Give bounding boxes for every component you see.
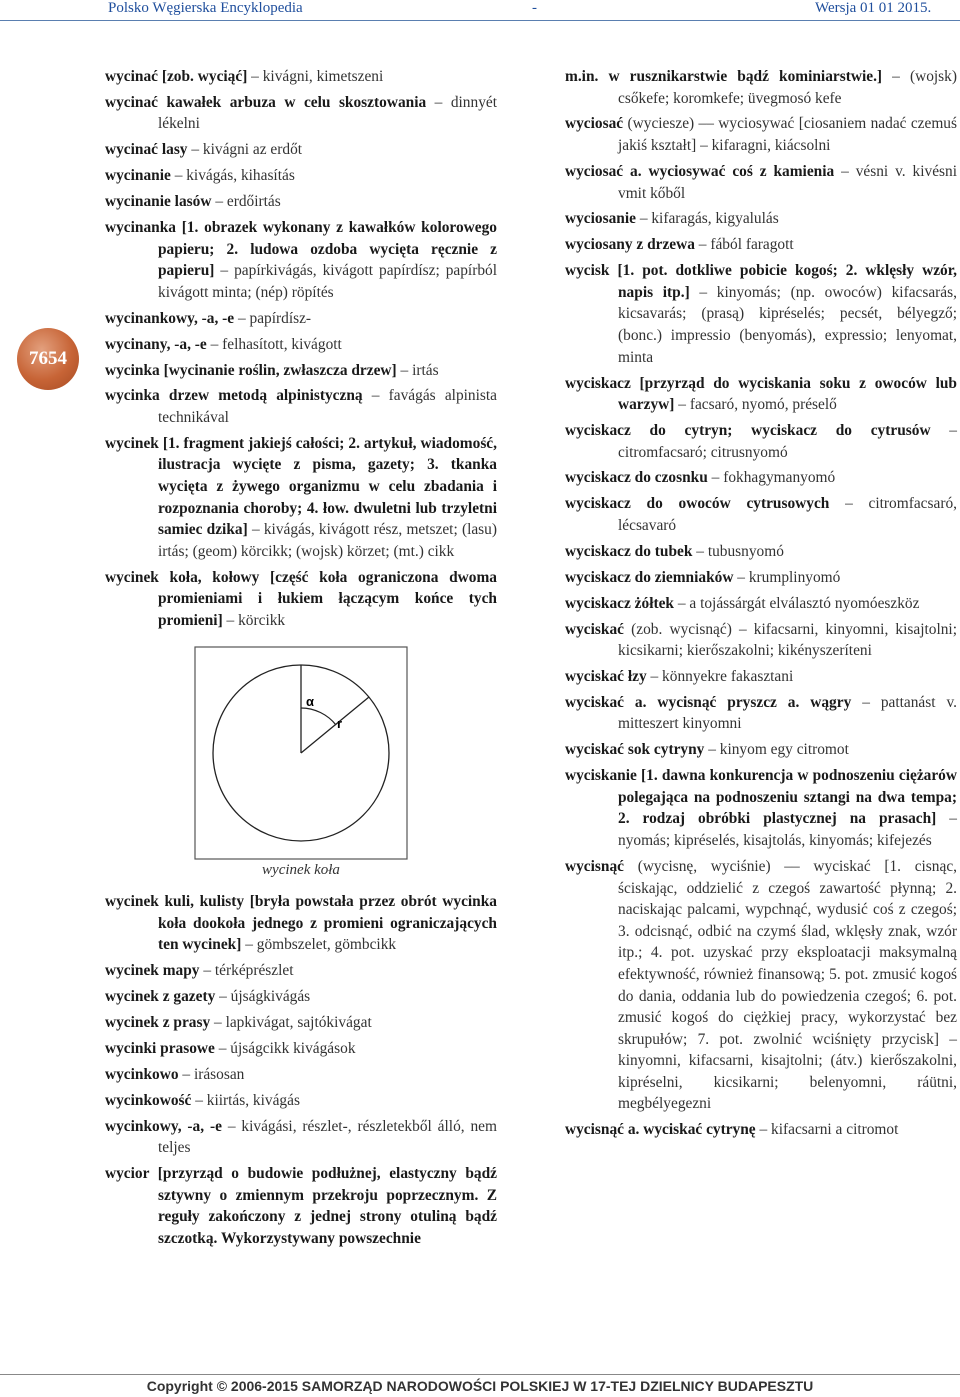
dictionary-entry xyxy=(565,208,957,230)
entry-translation: – tubusnyomó xyxy=(692,542,784,560)
entry-headword: wycinkowy, -a, -e xyxy=(105,1117,222,1135)
entry-translation: – kivágási, részlet-, részletekből álló, nem teljes xyxy=(158,1117,497,1157)
figure-circle-sector xyxy=(105,646,497,882)
dictionary-entry xyxy=(105,66,497,88)
entry-translation: – fából faragott xyxy=(694,236,794,254)
dictionary-entry xyxy=(565,739,957,761)
entry-headword: wycinek kuli, kulisty [bryła powstała przez obrót wycinka koła dookoła jednego z promieni ograniczających ten wycinek] xyxy=(105,893,497,954)
entry-headword: wyciskacz do tubek xyxy=(565,542,693,560)
entry-headword: wycinać kawałek arbuza w celu skosztowania xyxy=(105,93,427,111)
radius-label: r xyxy=(337,715,343,731)
dictionary-entry xyxy=(105,960,497,982)
entry-translation: – irtás xyxy=(396,361,439,379)
left-column xyxy=(105,66,497,1249)
dictionary-entry xyxy=(105,92,497,135)
entry-headword: wyciosanie xyxy=(565,210,636,228)
entry-translation: – körcikk xyxy=(222,611,286,629)
dictionary-entry xyxy=(565,493,957,536)
entry-translation: – vésni v. kivésni vmit kőből xyxy=(618,162,957,202)
dictionary-entry xyxy=(565,856,957,1115)
dictionary-entry xyxy=(105,334,497,356)
entries-right xyxy=(565,66,957,1141)
entry-translation: – felhasított, kivágott xyxy=(206,335,342,353)
entry-translation: (wyciesze) –– wyciosywać [ciosaniem nadać czemuś jakiś kształt] – kifaragni, kiácsolni xyxy=(618,115,957,155)
dictionary-entry xyxy=(565,541,957,563)
entry-translation: – kivágni, kimetszeni xyxy=(247,68,384,85)
entry-translation: – citromfacsaró, lécsavaró xyxy=(618,495,957,534)
entry-headword: wycinek z gazety xyxy=(105,988,216,1006)
dictionary-entry xyxy=(105,986,497,1008)
encyclopedia-title: Polsko Węgierska Encyklopedia xyxy=(108,0,303,16)
entry-translation: – nyomás; kipréselés, kisajtolás, kinyomás; kifejezés xyxy=(618,810,958,850)
entry-headword: wycinek z prasy xyxy=(105,1013,211,1031)
dictionary-entry xyxy=(565,234,957,256)
dictionary-entry xyxy=(565,420,957,463)
entry-headword: m.in. w rusznikarstwie bądź kominiarstwie.] xyxy=(565,68,883,85)
entry-headword: wyciskanie [1. dawna konkurencja w podnoszeniu ciężarów polegająca na podnoszeniu sztangi na dwa tempa; 2. rodzaj obróbki plastycznej na prasach] xyxy=(565,767,957,828)
dictionary-entry xyxy=(105,567,497,632)
entry-headword: wyciskacz do czosnku xyxy=(565,469,708,487)
dictionary-entry xyxy=(105,217,497,303)
dictionary-entry xyxy=(565,593,957,615)
entry-translation: (wycisnę, wyciśnie) –– wyciskać [1. cisnąc, ściskając, oddzielić z czegoś zawartość płynną; 2. naciskając palcami, wypchnąć, wydusić coś z czegoś; 3. odcisnąć, odbić na czymś ślad, wklęsły znak, wzór itp.; 4. pot. uzyskać przy eksploatacji maksymalną efektywność, również finansową; 5. pot. zmusić kogoś do dania, oddania lub do powiedzenia czegoś; 6. pot. zmusić kogoś do ciężkiej pracy, wykorzystać bez skrupułów; 7. pot. zwolnić wciśnięty przycisk] – kinyomni, kifacsarni, kisajtolni; (átv.) kierőszakolni, kipréselni, kicsikarni; belenyomni, ráütni, megbélyegezni xyxy=(618,857,957,1113)
entry-headword: wycinankowy, -a, -e xyxy=(105,309,235,327)
entry-translation: – citromfacsaró; citrusnyomó xyxy=(618,421,957,461)
page-header xyxy=(0,0,960,21)
entry-translation: – lapkivágat, sajtókivágat xyxy=(210,1013,372,1031)
entry-headword: wycinać [zob. wyciąć] xyxy=(105,68,248,85)
dictionary-entry xyxy=(565,765,957,851)
entry-translation: – kifacsarni a citromot xyxy=(755,1121,899,1139)
entry-translation: – kiirtás, kivágás xyxy=(191,1091,300,1109)
entry-translation: – facsaró, nyomó, préselő xyxy=(674,396,837,414)
entry-headword: wycinka drzew metodą alpinistyczną xyxy=(105,387,363,405)
entry-headword: wycisnąć xyxy=(565,857,624,875)
dictionary-entry xyxy=(565,161,957,204)
dictionary-entry xyxy=(565,567,957,589)
entry-headword: wycisk [1. pot. dotkliwe pobicie kogoś; 2. wklęsły wzór, napis itp.] xyxy=(565,262,957,301)
dictionary-entry xyxy=(565,467,957,489)
entry-headword: wyciskać sok cytryny xyxy=(565,741,705,759)
figure-caption: wycinek koła xyxy=(262,861,340,878)
entry-translation: – a tojássárgát elválasztó nyomóeszköz xyxy=(674,594,920,612)
dictionary-entry xyxy=(565,373,957,416)
entry-headword: wycinek koła, kołowy [część koła ograniczona dwoma promieniami i łukiem łączącym końce tych promieni] xyxy=(105,568,497,629)
entries-after-figure xyxy=(105,891,497,1249)
dictionary-entry xyxy=(105,360,497,382)
entry-headword: wycinany, -a, -e xyxy=(105,335,207,353)
dictionary-entry xyxy=(105,165,497,187)
entry-translation: – újságkivágás xyxy=(215,988,311,1006)
entry-headword: wycinka [wycinanie roślin, zwłaszcza drzew] xyxy=(105,361,397,379)
entry-translation: – kinyom egy citromot xyxy=(704,741,849,759)
dictionary-entry xyxy=(105,1090,497,1112)
entries-before-figure xyxy=(105,66,497,632)
entry-headword: wycinanie lasów xyxy=(105,193,212,211)
entry-translation: – gömbszelet, gömbcikk xyxy=(241,936,397,954)
entry-headword: wycinek mapy xyxy=(105,962,200,980)
entry-translation: (zob. wycisnąć) – kifacsarni, kinyomni, kisajtolni; kicsikarni; kierőszakolni; kikényszeríteni xyxy=(618,620,957,660)
entry-headword: wyciskacz [przyrząd do wyciskania soku z owoców lub warzyw] xyxy=(565,374,957,414)
entry-translation: – irásosan xyxy=(178,1065,245,1083)
entry-translation: – kinyomás; (np. owoców) kifacsarás, kicsavarás; (prasą) kipréselés; pecsét, bélyegző; (bonc.) impressio (benyomás), expressio; lenyomat, minta xyxy=(618,283,957,366)
dictionary-entry xyxy=(105,191,497,213)
header-separator: - xyxy=(532,0,537,16)
entry-headword: wycinek [1. fragment jakiejś całości; 2. artykuł, wiadomość, ilustracja wycięte z pisma, gazety; 3. tkanka wycięta z żywego organizmu w celu zbadania i rozpoznania choroby; 4. łow. dwuletni lub trzyletni samiec dzika] xyxy=(105,434,497,539)
dictionary-entry xyxy=(565,260,957,368)
entry-translation: – kivágás, kihasítás xyxy=(170,167,295,185)
entry-translation: – újságcikk kivágások xyxy=(214,1039,356,1057)
dictionary-entry xyxy=(105,1038,497,1060)
entry-headword: wyciskacz do cytryn; wyciskacz do cytrusów xyxy=(565,421,931,439)
entry-headword: wyciosany z drzewa xyxy=(565,236,695,254)
entry-translation: – papírdísz- xyxy=(234,309,312,327)
page-number-badge: 7654 xyxy=(17,328,79,390)
entry-translation: – térképrészlet xyxy=(199,962,294,980)
alpha-label: α xyxy=(306,693,314,709)
dictionary-entry xyxy=(105,433,497,563)
dictionary-entry xyxy=(105,1116,497,1159)
entry-translation: – erdőirtás xyxy=(211,193,281,211)
entry-headword: wyciskacz do ziemniaków xyxy=(565,568,734,586)
entry-headword: wycinkowo xyxy=(105,1065,179,1083)
dictionary-entry xyxy=(565,113,957,156)
entry-headword: wycinki prasowe xyxy=(105,1039,215,1057)
entry-headword: wyciosać a. wyciosywać coś z kamienia xyxy=(565,162,835,180)
entry-headword: wycinanie xyxy=(105,167,171,185)
dictionary-entry xyxy=(565,619,957,662)
dictionary-entry xyxy=(105,891,497,956)
copyright-footer: Copyright © 2006-2015 SAMORZĄD NARODOWOŚCI POLSKIEJ W 17-TEJ DZIELNICY BUDAPESZTU xyxy=(0,1374,960,1397)
entry-translation: – fokhagymanyomó xyxy=(707,469,836,487)
dictionary-entry xyxy=(105,385,497,428)
dictionary-entry xyxy=(565,66,957,109)
entry-headword: wyciskacz do owoców cytrusowych xyxy=(565,495,830,513)
angle-arc xyxy=(301,708,336,725)
entry-translation: – pattanást v. mitteszert kinyomni xyxy=(618,693,957,733)
entry-translation: – kivágás, kivágott rész, metszet; (lasu) irtás; (geom) körcikk; (wojsk) körzet; (mt.) cikk xyxy=(158,521,497,560)
right-column xyxy=(565,66,957,1141)
entry-headword: wycior [przyrząd o budowie podłużnej, elastyczny bądź sztywny o zmiennym przekroju poprzecznym. Z reguły zakończony z jednej strony otuliną bądź szczotką. Wykorzystywany powszechnie xyxy=(105,1165,497,1247)
entry-headword: wyciskać łzy xyxy=(565,668,647,685)
dictionary-entry xyxy=(565,666,957,688)
entry-translation: – (wojsk) csőkefe; koromkefe; üvegmosó kefe xyxy=(618,68,957,107)
dictionary-entry xyxy=(105,139,497,161)
circle-sector-diagram xyxy=(194,646,408,860)
dictionary-entry xyxy=(105,308,497,330)
entry-headword: wyciosać xyxy=(565,115,624,133)
dictionary-entry xyxy=(105,1012,497,1034)
entry-translation: – dinnyét lékelni xyxy=(158,93,497,133)
version-label: Wersja 01 01 2015. xyxy=(815,0,932,16)
entry-headword: wyciskać a. wycisnąć pryszcz a. wągry xyxy=(565,693,852,711)
entry-translation: – papírkivágás, kivágott papírdísz; papírból kivágott minta; (nép) röpítés xyxy=(158,262,497,301)
entry-translation: – könnyekre fakasztani xyxy=(646,668,794,685)
entry-headword: wyciskać xyxy=(565,620,624,638)
dictionary-entry xyxy=(105,1163,497,1249)
entry-headword: wycinanka [1. obrazek wykonany z kawałków kolorowego papieru; 2. ludowa ozdoba wycięta ręcznie z papieru] xyxy=(105,219,497,280)
entry-translation: – favágás alpinista technikával xyxy=(158,387,497,426)
entry-headword: wycinać lasy xyxy=(105,141,188,159)
entry-headword: wycisnąć a. wyciskać cytrynę xyxy=(565,1121,756,1139)
entry-headword: wycinkowość xyxy=(105,1091,192,1109)
entry-translation: – kifaragás, kigyalulás xyxy=(635,210,779,228)
dictionary-entry xyxy=(565,1119,957,1141)
entry-translation: – krumplinyomó xyxy=(733,568,841,586)
entry-headword: wyciskacz żółtek xyxy=(565,594,674,612)
dictionary-entry xyxy=(105,1064,497,1086)
entry-translation: – kivágni az erdőt xyxy=(187,141,303,159)
dictionary-entry xyxy=(565,692,957,735)
